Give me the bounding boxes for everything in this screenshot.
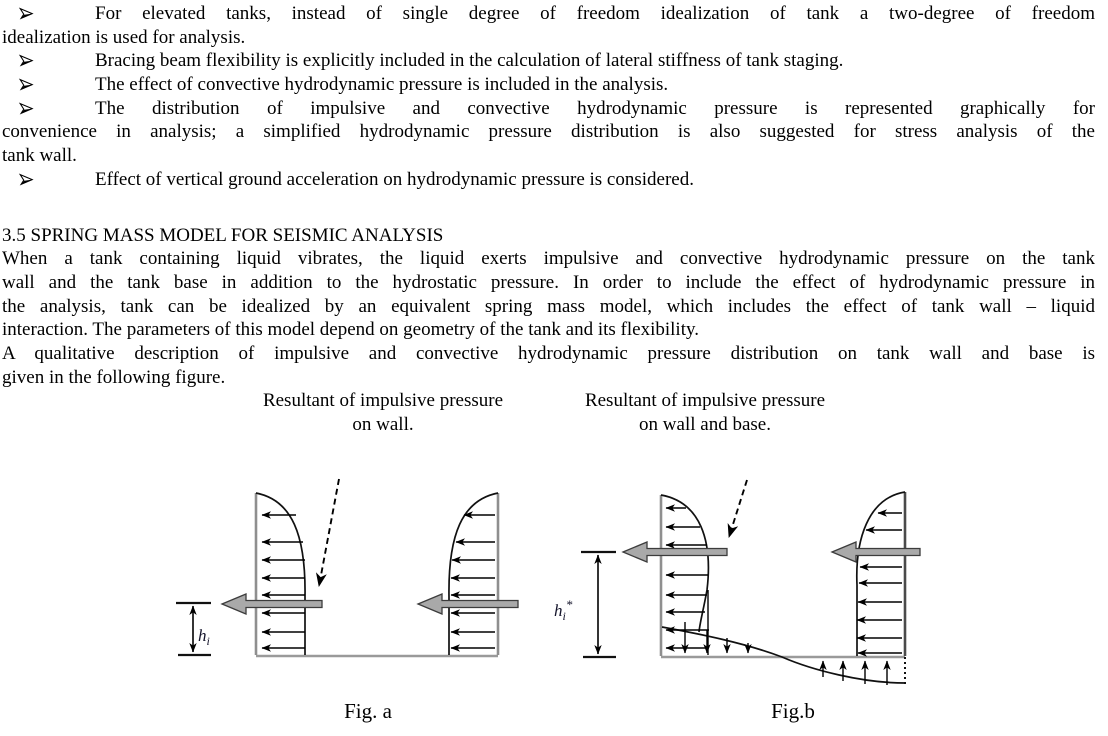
- caption-impulsive-wall: [238, 389, 528, 436]
- paragraph-line: interaction. The parameters of this model depend on geometry of the tank and its flexibility.: [2, 319, 699, 341]
- resultant-arrow-right: [832, 542, 920, 562]
- caption-impulsive-wall-base: [560, 389, 850, 436]
- fig-b-label: Fig.b: [771, 699, 815, 723]
- bullet-text: The distribution of impulsive and convective hydrodynamic pressure is represented graphically for: [95, 97, 1095, 119]
- paragraph-qualitative: [2, 342, 1095, 389]
- caption-line: on wall.: [352, 414, 414, 435]
- figure-diagram: [0, 440, 1108, 736]
- bullet-line: [2, 2, 1095, 26]
- base-pressure-curve: [662, 627, 905, 683]
- bullet-item: [2, 168, 1095, 192]
- bullet-text: Bracing beam flexibility is explicitly included in the calculation of lateral stiffness of tank staging.: [95, 50, 844, 72]
- bullet-line: [2, 97, 1095, 121]
- caption-line: Resultant of impulsive pressure: [262, 390, 504, 412]
- section-heading: 3.5 SPRING MASS MODEL FOR SEISMIC ANALYSIS: [2, 224, 444, 246]
- bullet-text: The effect of convective hydrodynamic pressure is included in the analysis.: [95, 74, 669, 96]
- paragraph-gap: [2, 192, 1095, 224]
- fig-a-label: Fig. a: [344, 699, 392, 723]
- bullet-item: [2, 97, 1095, 168]
- resultant-arrow-left: [222, 594, 322, 614]
- bullet-text-continued: idealization is used for analysis.: [2, 26, 246, 48]
- paragraph-line: A qualitative description of impulsive and convective hydrodynamic pressure distribution on tank wall and base is: [2, 342, 1095, 364]
- bullet-text-continued: convenience in analysis; a simplified hydrodynamic pressure distribution is also suggested for stress analysis of the: [2, 121, 1095, 143]
- height-dimension-hi-star: [554, 552, 616, 657]
- bullet-arrow-icon: [2, 49, 95, 73]
- resultant-arrow-right: [418, 594, 518, 614]
- bullet-list: [2, 2, 1095, 192]
- bullet-arrow-icon: [2, 73, 95, 97]
- pressure-envelope-right: [449, 493, 498, 655]
- fig-b: [554, 480, 920, 723]
- height-dimension-hi: [176, 603, 211, 655]
- figure-captions: [2, 389, 1095, 436]
- bullet-arrow-icon: [2, 168, 95, 192]
- pointer-arrow: [729, 480, 747, 537]
- pointer-arrow: [319, 479, 339, 586]
- paragraph-line: the analysis, tank can be idealized by an equivalent spring mass model, which includes the effect of tank wall – liquid: [2, 295, 1095, 317]
- bullet-line: [2, 73, 1095, 97]
- paragraph-spring-mass: [2, 247, 1095, 342]
- pressure-envelope-left: [256, 493, 305, 655]
- bullet-item: [2, 49, 1095, 73]
- bullet-line: [2, 49, 1095, 73]
- bullet-text: For elevated tanks, instead of single degree of freedom idealization of tank a two-degree of freedom: [95, 3, 1095, 24]
- bullet-text: Effect of vertical ground acceleration on hydrodynamic pressure is considered.: [95, 168, 694, 190]
- pressure-arrows-right: [857, 513, 902, 653]
- fig-a: [176, 479, 518, 723]
- bullet-item: [2, 73, 1095, 97]
- bullet-arrow-icon: [2, 2, 95, 26]
- caption-line: on wall and base.: [639, 414, 771, 435]
- bullet-line: [2, 168, 1095, 192]
- paragraph-line: When a tank containing liquid vibrates, the liquid exerts impulsive and convective hydrodynamic pressure on the tank: [2, 248, 1095, 270]
- pressure-arrows-right: [451, 515, 495, 648]
- dimension-label-hi-star: $h_i^*$: [554, 597, 573, 623]
- bullet-item: [2, 2, 1095, 49]
- paragraph-line: wall and the tank base in addition to the hydrostatic pressure. In order to include the effect of hydrodynamic pressure in: [2, 271, 1095, 293]
- paragraph-line: given in the following figure.: [2, 366, 226, 388]
- bullet-arrow-icon: [2, 97, 95, 121]
- dimension-label-hi: $h_i$: [198, 626, 210, 648]
- caption-line: Resultant of impulsive pressure: [584, 390, 826, 412]
- pressure-envelope-right: [857, 492, 905, 656]
- bullet-text-continued: tank wall.: [2, 145, 77, 167]
